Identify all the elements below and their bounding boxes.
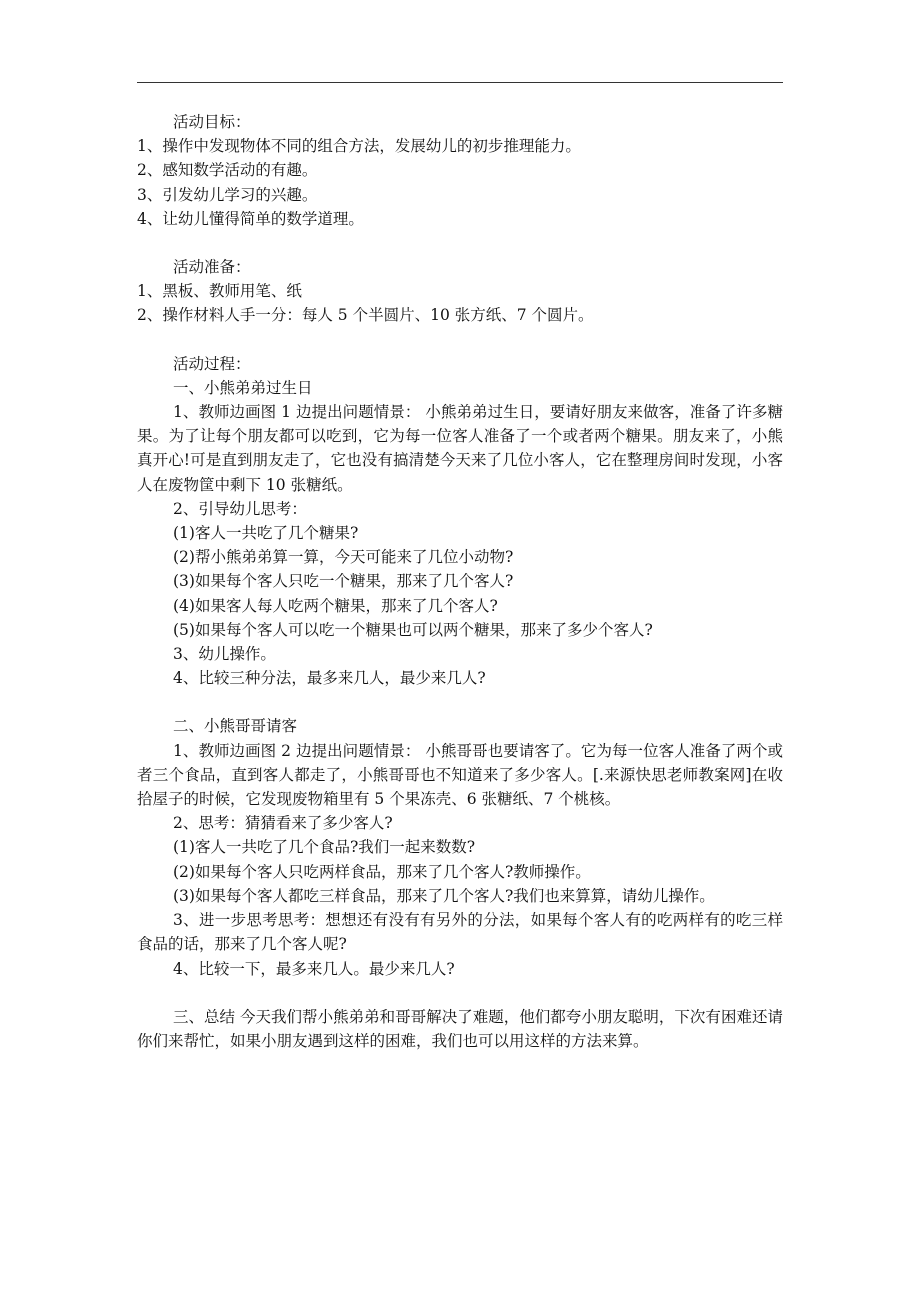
process-title: 活动过程：	[173, 354, 251, 373]
document-body	[137, 110, 783, 1053]
part1-step: 3、幼儿操作。	[173, 645, 276, 664]
goals-title: 活动目标：	[173, 113, 251, 131]
summary-paragraph: 三、总结 今天我们帮小熊弟弟和哥哥解决了难题，他们都夸小朋友聪明，下次有困难还请你们来帮忙，如果小朋友遇到这样的困难，我们也可以用这样的方法来算。	[137, 1007, 783, 1050]
part2-paragraph: 1、教师边画图 2 边提出问题情景： 小熊哥哥也要请客了。它为每一位客人准备了两个或者三个食品，直到客人都走了，小熊哥哥也不知道来了多少客人。[.来源快思老师教案网]在收拾屋子的时候，它发现废物箱里有 5 个果冻壳、6 张糖纸、7 个桃核。	[137, 741, 783, 809]
prep-item: 2、操作材料人手一分：每人 5 个半圆片、10 张方纸、7 个圆片。	[137, 306, 594, 325]
goal-item: 4、让幼儿懂得简单的数学道理。	[137, 209, 364, 228]
header-rule	[137, 82, 783, 83]
goal-item: 1、操作中发现物体不同的组合方法，发展幼儿的初步推理能力。	[137, 137, 581, 156]
part2-step: 4、比较一下，最多来几人。最少来几人?	[173, 959, 455, 978]
prep-item: 1、黑板、教师用笔、纸	[137, 282, 302, 301]
part1-question: (1)客人一共吃了几个糖果?	[173, 524, 359, 543]
part1-question: (4)如果客人每人吃两个糖果，那来了几个客人?	[173, 596, 498, 615]
part2-heading: 二、小熊哥哥请客	[173, 717, 298, 736]
part1-question: (3)如果每个客人只吃一个糖果，那来了几个客人?	[173, 572, 514, 591]
part1-paragraph: 1、教师边画图 1 边提出问题情景： 小熊弟弟过生日，要请好朋友来做客，准备了许多糖果。为了让每个朋友都可以吃到，它为每一位客人准备了一个或者两个糖果。朋友来了，小熊真开心!可是直到朋友走了，它也没有搞清楚今天来了几位小客人，它在整理房间时发现，小客人在废物筐中剩下 10 张糖纸。	[137, 403, 783, 494]
prep-title: 活动准备：	[173, 258, 251, 277]
part1-heading: 一、小熊弟弟过生日	[173, 378, 313, 397]
part2-paragraph: 3、进一步思考思考：想想还有没有有另外的分法，如果每个客人有的吃两样有的吃三样食品的话，那来了几个客人呢?	[137, 911, 783, 954]
part1-step: 4、比较三种分法，最多来几人，最少来几人?	[173, 669, 486, 688]
goal-item: 3、引发幼儿学习的兴趣。	[137, 185, 318, 204]
part1-question: (2)帮小熊弟弟算一算，今天可能来了几位小动物?	[173, 548, 514, 567]
part2-question: (2)如果每个客人只吃两样食品，那来了几个客人?教师操作。	[173, 862, 591, 881]
part1-step: 2、引导幼儿思考：	[173, 499, 307, 518]
part2-question: (1)客人一共吃了几个食品?我们一起来数数?	[173, 838, 476, 857]
part2-step: 2、思考：猜猜看来了多少客人?	[173, 814, 393, 833]
goal-item: 2、感知数学活动的有趣。	[137, 161, 318, 180]
part2-question: (3)如果每个客人都吃三样食品，那来了几个客人?我们也来算算，请幼儿操作。	[173, 886, 715, 905]
part1-question: (5)如果每个客人可以吃一个糖果也可以两个糖果，那来了多少个客人?	[173, 620, 653, 639]
